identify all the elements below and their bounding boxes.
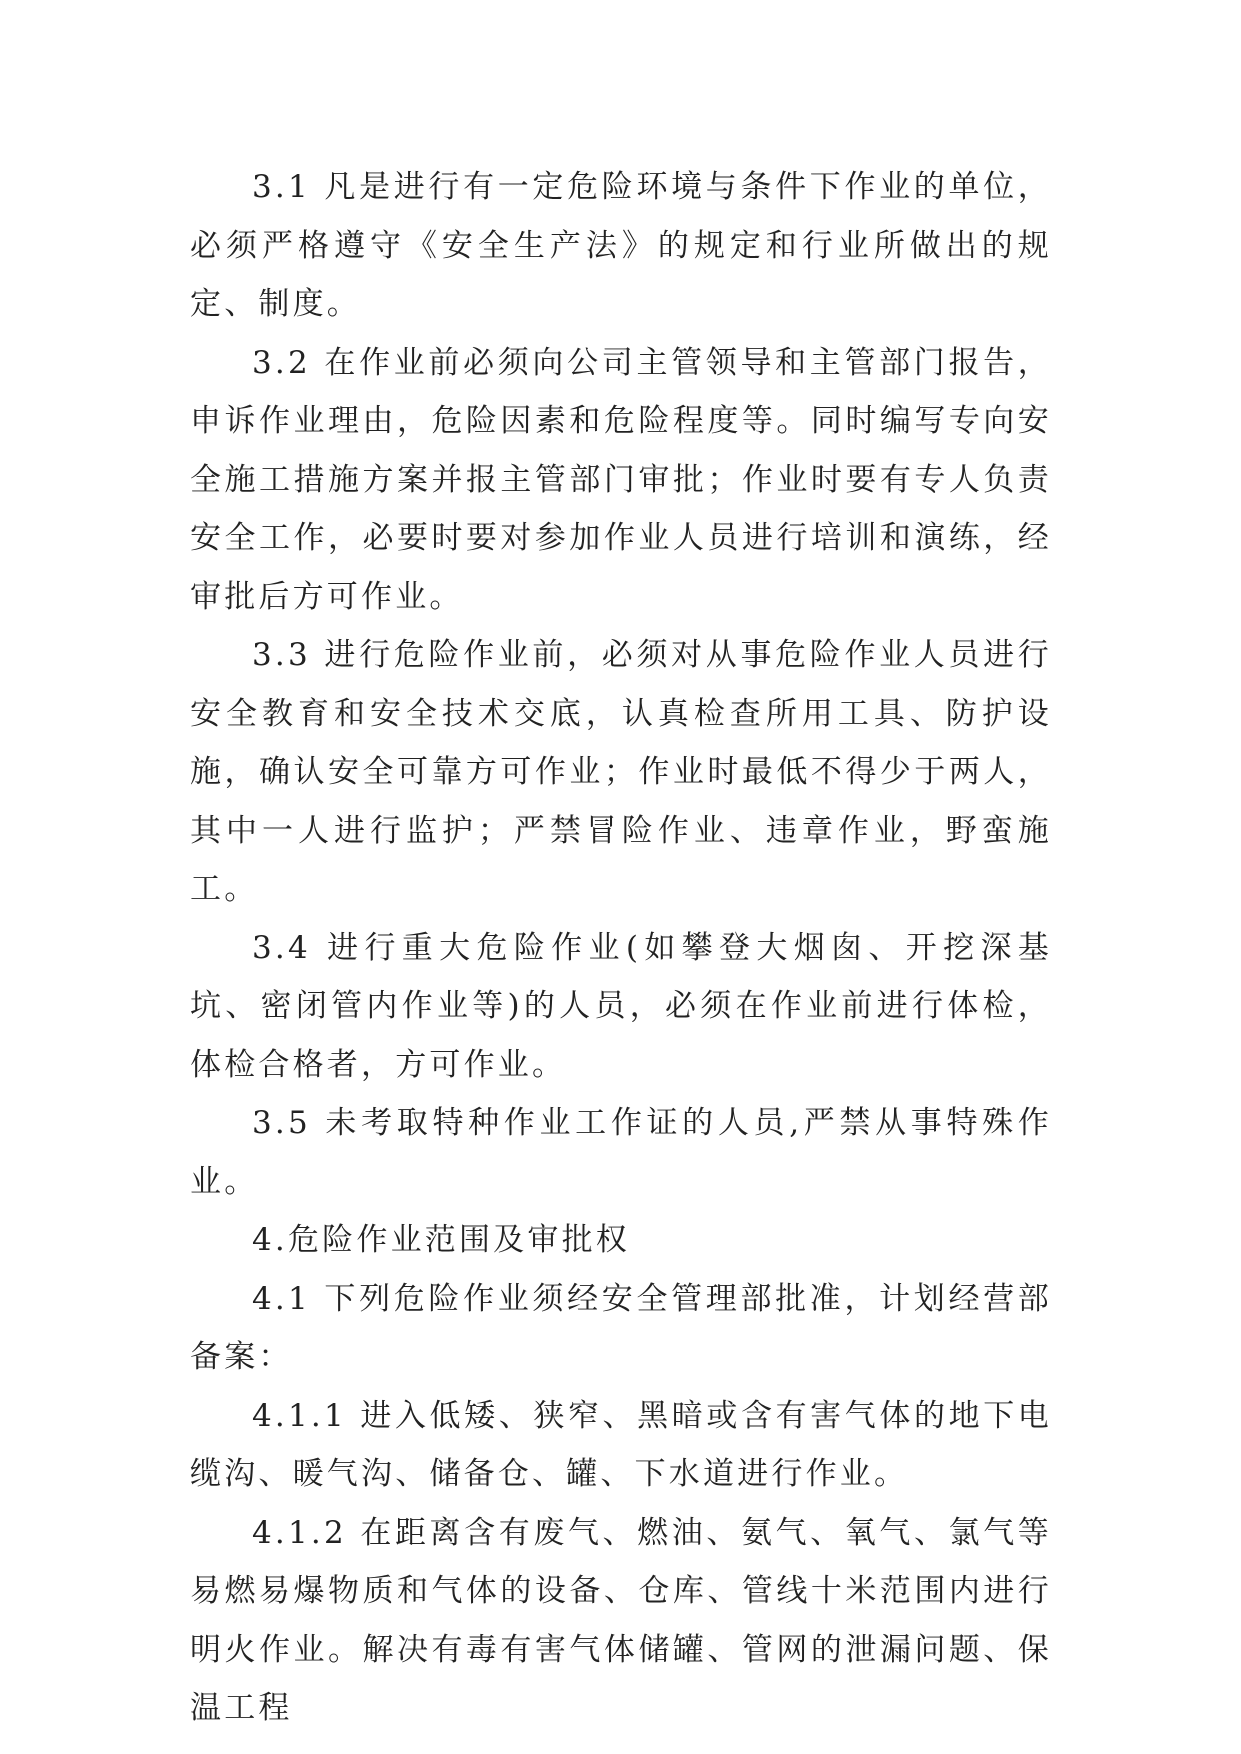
document-body (190, 158, 1052, 1738)
paragraph-4-1-2: 4.1.2 在距离含有废气、燃油、氨气、氧气、氯气等易燃易爆物质和气体的设备、仓库、管线十米范围内进行明火作业。解决有毒有害气体储罐、管网的泄漏问题、保温工程 (190, 1514, 1052, 1726)
section-heading-4: 4.危险作业范围及审批权 (252, 1222, 630, 1258)
paragraph-4-1: 4.1 下列危险作业须经安全管理部批准，计划经营部备案： (190, 1280, 1052, 1375)
paragraph-4-1-1: 4.1.1 进入低矮、狭窄、黑暗或含有害气体的地下电缆沟、暖气沟、储备仓、罐、下水道进行作业。 (190, 1397, 1052, 1492)
paragraph-3-2: 3.2 在作业前必须向公司主管领导和主管部门报告，申诉作业理由，危险因素和危险程度等。同时编写专向安全施工措施方案并报主管部门审批；作业时要有专人负责安全工作，必要时要对参加作业人员进行培训和演练，经审批后方可作业。 (190, 344, 1052, 615)
paragraph-3-4: 3.4 进行重大危险作业(如攀登大烟囱、开挖深基坑、密闭管内作业等)的人员，必须在作业前进行体检，体检合格者，方可作业。 (190, 929, 1052, 1083)
paragraph-3-1: 3.1 凡是进行有一定危险环境与条件下作业的单位，必须严格遵守《安全生产法》的规定和行业所做出的规定、制度。 (190, 169, 1052, 322)
paragraph-3-5: 3.5 未考取特种作业工作证的人员,严禁从事特殊作业。 (190, 1105, 1052, 1200)
paragraph-3-3: 3.3 进行危险作业前，必须对从事危险作业人员进行安全教育和安全技术交底，认真检查所用工具、防护设施，确认安全可靠方可作业；作业时最低不得少于两人，其中一人进行监护；严禁冒险作业、违章作业，野蛮施工。 (190, 637, 1052, 907)
